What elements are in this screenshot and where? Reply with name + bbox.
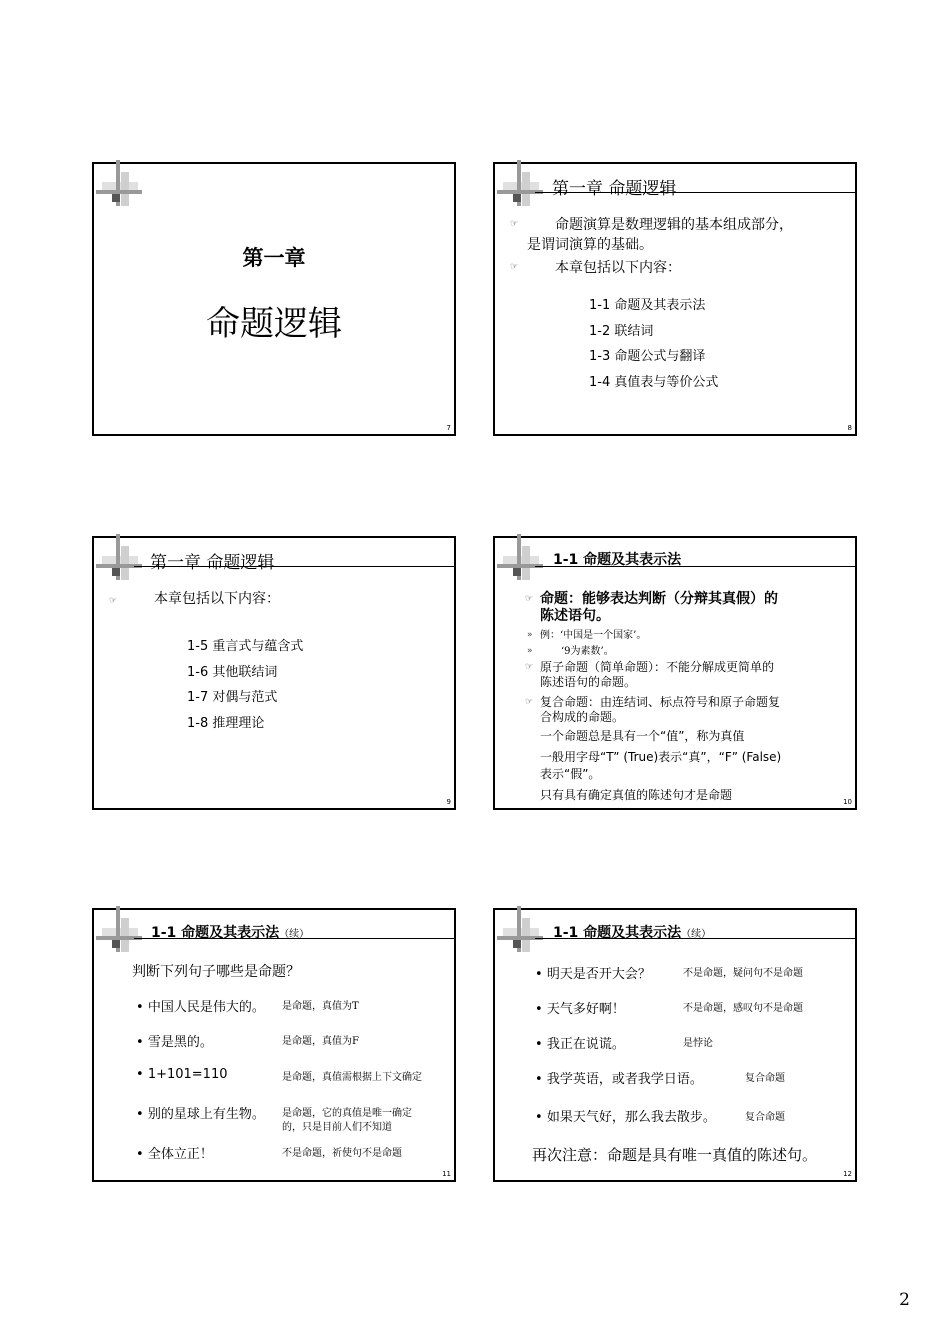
slide-11 <box>92 908 456 1182</box>
page-number: 2 <box>899 1290 910 1310</box>
compound-definition: 合构成的命题。 <box>540 710 625 724</box>
list-item: 1-5 重言式与蕴含式 <box>187 639 304 654</box>
sentence-item: • 天气多好啊！ <box>535 1002 625 1017</box>
bullet-icon: ☞ <box>525 594 534 604</box>
definition-text: 陈述语句。 <box>540 608 610 624</box>
paragraph: 本章包括以下内容： <box>154 591 280 607</box>
slide-9 <box>92 536 456 810</box>
sentence-item: • 我学英语，或者我学日语。 <box>535 1072 703 1087</box>
sentence-text: 雪是黑的。 <box>147 1035 213 1050</box>
slide-title <box>553 922 711 942</box>
answer-text: 不是命题，疑问句不是命题 <box>683 968 803 979</box>
slide-title-text: 1-1 命题及其表示法 <box>151 925 280 941</box>
definition-text: 命题：能够表达判断（分辩其真假）的 <box>540 591 778 607</box>
sentence-text: 全体立正！ <box>147 1147 213 1162</box>
answer-text: 是命题，真值为T <box>282 1001 359 1012</box>
note-text: 只有具有确定真值的陈述句才是命题 <box>540 788 733 802</box>
slide-7 <box>92 162 456 436</box>
list-item: 1-8 推理理论 <box>187 716 265 731</box>
slide-decoration <box>495 164 555 214</box>
sentence-text: 天气多好啊！ <box>546 1002 625 1017</box>
slide-decoration <box>94 910 154 960</box>
slide-title: 第一章 命题逻辑 <box>150 553 275 573</box>
list-item: 1-2 联结词 <box>589 324 654 339</box>
sentence-text: 我正在说谎。 <box>546 1037 625 1052</box>
slide-8 <box>493 162 857 436</box>
slide-number: 9 <box>446 798 451 806</box>
slide-title: 1-1 命题及其表示法 <box>553 552 682 568</box>
slide-decoration <box>495 538 555 588</box>
slide-title: 第一章 命题逻辑 <box>552 179 677 199</box>
slide-number: 10 <box>843 798 852 806</box>
sentence-item: • 全体立正！ <box>136 1147 213 1162</box>
paragraph: 本章包括以下内容： <box>555 260 681 276</box>
sentence-text: 明天是否开大会？ <box>546 967 651 982</box>
sentence-item: • 明天是否开大会？ <box>535 967 651 982</box>
bullet-icon: ☞ <box>525 697 534 707</box>
answer-text: 是悖论 <box>683 1038 713 1049</box>
sentence-text: 中国人民是伟大的。 <box>147 1000 265 1015</box>
list-item: 1-7 对偶与范式 <box>187 690 278 705</box>
answer-text: 是命题，真值需根据上下文确定 <box>282 1072 422 1083</box>
slide-number: 7 <box>446 424 451 432</box>
example-text: ‘9为素数’。 <box>561 646 614 657</box>
chapter-title: 命题逻辑 <box>206 304 342 344</box>
slide-title <box>151 922 309 942</box>
answer-text: 的，只是目前人们不知道 <box>282 1122 392 1133</box>
answer-text: 是命题，它的真值是唯一确定 <box>282 1108 412 1119</box>
sub-bullet-icon: » <box>527 630 533 640</box>
list-item: 1-3 命题公式与翻译 <box>589 349 706 364</box>
atomic-definition-line: 陈述语句的命题。 <box>540 675 637 689</box>
slide-number: 12 <box>843 1170 852 1178</box>
sentence-text: 别的星球上有生物。 <box>147 1107 265 1122</box>
bullet-icon: ☞ <box>510 262 519 272</box>
sentence-text: 1+101=110 <box>147 1067 228 1082</box>
bullet-icon: ☞ <box>510 219 519 229</box>
slide-decoration <box>94 538 154 588</box>
slide-12 <box>493 908 857 1182</box>
slide-decoration <box>94 164 154 214</box>
slide-title-suffix: （续） <box>279 929 310 940</box>
answer-text: 是命题，真值为F <box>282 1036 359 1047</box>
bullet-icon: ☞ <box>525 662 534 672</box>
sentence-text: 我学英语，或者我学日语。 <box>546 1072 703 1087</box>
answer-text: 复合命题 <box>745 1112 785 1123</box>
answer-text: 复合命题 <box>745 1073 785 1084</box>
sub-bullet-icon: » <box>527 646 533 656</box>
sentence-item: • 1+101=110 <box>136 1067 228 1082</box>
sentence-item: • 中国人民是伟大的。 <box>136 1000 265 1015</box>
sentence-item: • 我正在说谎。 <box>535 1037 625 1052</box>
paragraph: 是谓词演算的基础。 <box>527 237 653 253</box>
atomic-definition-line: 原子命题（简单命题）：不能分解成更简单的 <box>540 660 775 674</box>
list-item: 1-4 真值表与等价公式 <box>589 375 719 390</box>
sentence-text: 如果天气好，那么我去散步。 <box>546 1110 716 1125</box>
bullet-icon: ☞ <box>109 596 118 606</box>
slide-decoration <box>495 910 555 960</box>
slide-10 <box>493 536 857 810</box>
sentence-item: • 别的星球上有生物。 <box>136 1107 265 1122</box>
paragraph: 命题演算是数理逻辑的基本组成部分， <box>555 217 793 233</box>
note-text: 一个命题总是具有一个“值”，称为真值 <box>540 729 745 743</box>
slide-number: 8 <box>847 424 852 432</box>
chapter-heading: 第一章 <box>242 246 306 270</box>
note-text: 表示“假”。 <box>540 767 601 781</box>
note-text: 一般用字母“T” (True)表示“真”，“F” (False) <box>540 750 782 764</box>
list-item: 1-6 其他联结词 <box>187 665 278 680</box>
slide-title-text: 1-1 命题及其表示法 <box>553 925 682 941</box>
answer-text: 不是命题，感叹句不是命题 <box>683 1003 803 1014</box>
slide-number: 11 <box>442 1170 451 1178</box>
reminder-text: 再次注意：命题是具有唯一真值的陈述句。 <box>532 1146 818 1164</box>
compound-definition: 复合命题：由连结词、标点符号和原子命题复 <box>540 695 781 709</box>
sentence-item: • 如果天气好，那么我去散步。 <box>535 1110 716 1125</box>
example-text: 例：‘中国是一个国家’。 <box>540 630 647 641</box>
list-item: 1-1 命题及其表示法 <box>589 298 706 313</box>
question-text: 判断下列句子哪些是命题？ <box>132 964 300 980</box>
slide-title-suffix: （续） <box>681 929 712 940</box>
answer-text: 不是命题，祈使句不是命题 <box>282 1148 402 1159</box>
sentence-item: • 雪是黑的。 <box>136 1035 213 1050</box>
